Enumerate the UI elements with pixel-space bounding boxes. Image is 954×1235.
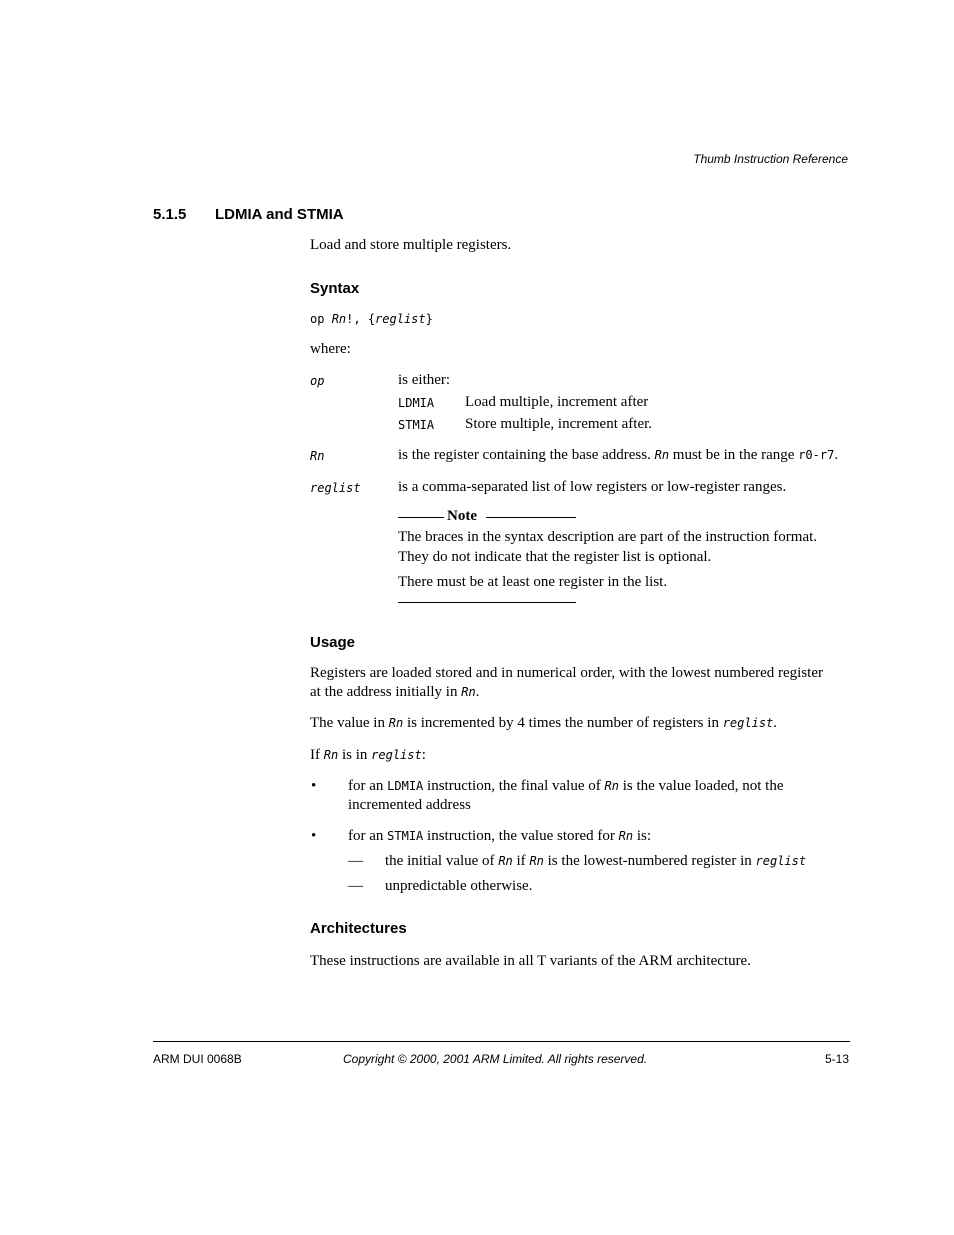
note-rule-bottom <box>398 602 576 603</box>
section-intro: Load and store multiple registers. <box>310 237 512 253</box>
where-label: where: <box>310 341 351 357</box>
param-rn-range: r0-r7 <box>798 448 835 462</box>
usage-p2-a: The value in <box>310 715 385 731</box>
dash-2-marker: — <box>348 878 363 894</box>
footer-page-number: 5-13 <box>824 1052 849 1066</box>
bullet-1-line1 <box>348 778 783 795</box>
usage-p1-text: at the address initially in <box>310 684 458 700</box>
section-title: LDMIA and STMIA <box>215 206 344 223</box>
dash-2-text: unpredictable otherwise. <box>385 878 533 894</box>
syntax-line <box>310 312 433 326</box>
bullet-2-b: instruction, the value stored for <box>427 828 615 844</box>
dash-1-rn: Rn <box>498 854 513 868</box>
bullet-1-b: instruction, the final value of <box>427 778 601 794</box>
bullet-2-c: is: <box>636 828 652 844</box>
dash-1-c: is the lowest-numbered register in <box>547 853 752 869</box>
usage-p3-b: is in <box>341 747 368 763</box>
bullet-1-c: is the value loaded, not the <box>622 778 784 794</box>
dash-1-rn2: Rn <box>529 854 544 868</box>
param-reglist-desc: is a comma-separated list of low registers or low-register ranges. <box>398 479 787 495</box>
bullet-2-line1 <box>348 828 651 845</box>
param-op-name: op <box>310 374 325 388</box>
param-op-desc: is either: <box>398 372 451 388</box>
dash-1-a: the initial value of <box>385 853 495 869</box>
footer-copyright: Copyright © 2000, 2001 ARM Limited. All rights reserved. <box>343 1052 648 1066</box>
note-rule-right <box>486 517 576 518</box>
note-line-3: There must be at least one register in the list. <box>398 574 668 590</box>
syntax-close: } <box>425 312 433 326</box>
usage-p3-c: : <box>421 747 426 763</box>
note-rule-left <box>398 517 444 518</box>
note-label: Note <box>447 508 477 524</box>
dash-1-text <box>385 853 806 870</box>
dash-1-reglist: reglist <box>755 854 807 868</box>
usage-p3-rn: Rn <box>323 748 339 762</box>
usage-heading: Usage <box>310 634 356 651</box>
section-number: 5.1.5 <box>153 206 187 223</box>
usage-p2-rn: Rn <box>388 716 404 730</box>
op-option-ldmia-desc: Load multiple, increment after <box>465 394 649 410</box>
bullet-2-stmia: STMIA <box>387 829 424 843</box>
usage-p3-reglist: reglist <box>371 748 422 762</box>
syntax-bang-comma: !, { <box>346 312 376 326</box>
param-rn-desc-rn: Rn <box>654 448 670 462</box>
usage-p1-line2 <box>310 684 479 701</box>
usage-p2 <box>310 715 777 732</box>
param-rn-desc-c: . <box>834 447 839 463</box>
param-rn-name: Rn <box>310 449 325 463</box>
architectures-heading: Architectures <box>310 920 407 937</box>
note-line-1: The braces in the syntax description are part of the instruction format. <box>398 529 818 545</box>
op-option-stmia-desc: Store multiple, increment after. <box>465 416 653 432</box>
note-line-2: They do not indicate that the register list is optional. <box>398 549 712 565</box>
dash-1-b: if <box>516 853 526 869</box>
op-option-ldmia: LDMIA <box>398 396 435 410</box>
bullet-1-ldmia: LDMIA <box>387 779 424 793</box>
param-reglist-name: reglist <box>310 481 361 495</box>
usage-p3-a: If <box>310 747 320 763</box>
usage-p2-b: is incremented by 4 times the number of registers in <box>406 715 719 731</box>
bullet-1-rn: Rn <box>604 779 619 793</box>
op-option-stmia: STMIA <box>398 418 435 432</box>
syntax-op: op <box>310 312 325 326</box>
syntax-reglist: reglist <box>375 312 426 326</box>
bullet-2-rn: Rn <box>618 829 634 843</box>
param-rn-desc-a: is the register containing the base address. <box>398 447 651 463</box>
bullet-2-marker: • <box>311 828 317 844</box>
usage-p1-line1: Registers are loaded stored and in numerical order, with the lowest numbered register <box>310 665 823 681</box>
running-header: Thumb Instruction Reference <box>693 152 848 166</box>
dash-1-marker: — <box>348 853 363 869</box>
footer-doc-id: ARM DUI 0068B <box>153 1052 242 1066</box>
usage-p2-c: . <box>773 715 778 731</box>
bullet-2-a: for an <box>348 828 384 844</box>
architectures-text: These instructions are available in all T variants of the ARM architecture. <box>310 953 751 969</box>
syntax-rn: Rn <box>331 312 347 326</box>
usage-p3 <box>310 747 426 764</box>
usage-p2-reglist: reglist <box>722 716 774 730</box>
param-rn-desc-b: must be in the range <box>672 447 795 463</box>
syntax-heading: Syntax <box>310 280 360 297</box>
footer-rule <box>153 1041 850 1042</box>
param-rn-desc <box>398 447 838 464</box>
usage-p1-rn: Rn <box>461 685 476 699</box>
bullet-1-marker: • <box>311 778 317 794</box>
bullet-1-line2: incremented address <box>348 797 471 813</box>
bullet-1-a: for an <box>348 778 384 794</box>
usage-p1-period: . <box>475 684 480 700</box>
